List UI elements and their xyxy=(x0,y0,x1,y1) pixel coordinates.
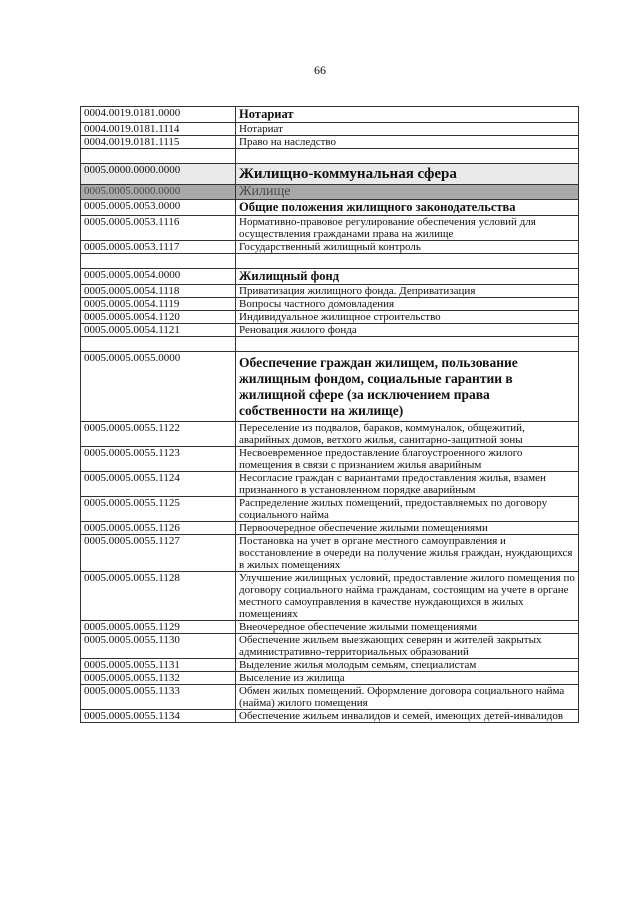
row-code: 0005.0005.0054.1120 xyxy=(81,311,236,324)
table-row xyxy=(81,324,579,337)
row-code: 0005.0005.0055.1130 xyxy=(81,634,236,659)
row-code xyxy=(81,149,236,164)
row-title: Распределение жилых помещений, предоставляемых по договору социального найма xyxy=(236,497,579,522)
table-row xyxy=(81,634,579,659)
table-row xyxy=(81,352,579,422)
row-code: 0005.0005.0055.1124 xyxy=(81,472,236,497)
row-title: Выселение из жилища xyxy=(236,672,579,685)
table-row xyxy=(81,497,579,522)
row-title: Внеочередное обеспечение жилыми помещениями xyxy=(236,621,579,634)
table-row xyxy=(81,672,579,685)
row-code: 0005.0005.0054.1119 xyxy=(81,298,236,311)
row-code: 0005.0005.0055.1132 xyxy=(81,672,236,685)
row-title: Несвоевременное предоставление благоустроенного жилого помещения в связи с признанием жилья аварийным xyxy=(236,447,579,472)
row-title: Обеспечение жильем инвалидов и семей, имеющих детей-инвалидов xyxy=(236,710,579,723)
table-row xyxy=(81,107,579,123)
table-row xyxy=(81,123,579,136)
classifier-table xyxy=(80,106,579,723)
row-code: 0005.0005.0055.1129 xyxy=(81,621,236,634)
row-title: Постановка на учет в органе местного самоуправления и восстановление в очереди на получение жилья граждан, нуждающихся в жилых помещениях xyxy=(236,535,579,572)
table-row xyxy=(81,285,579,298)
row-code: 0004.0019.0181.0000 xyxy=(81,107,236,123)
row-title: Вопросы частного домовладения xyxy=(236,298,579,311)
table-row xyxy=(81,535,579,572)
row-code: 0005.0005.0055.1127 xyxy=(81,535,236,572)
row-title: Обеспечение жильем выезжающих северян и жителей закрытых административно-территориальных образований xyxy=(236,634,579,659)
row-title: Переселение из подвалов, бараков, коммуналок, общежитий, аварийных домов, ветхого жилья, санитарно-защитной зоны xyxy=(236,422,579,447)
row-title: Нотариат xyxy=(236,107,579,123)
row-title: Право на наследство xyxy=(236,136,579,149)
row-code: 0005.0005.0055.1126 xyxy=(81,522,236,535)
row-title: Приватизация жилищного фонда. Деприватизация xyxy=(236,285,579,298)
row-code: 0005.0005.0053.1116 xyxy=(81,216,236,241)
row-title: Первоочередное обеспечение жилыми помещениями xyxy=(236,522,579,535)
row-code: 0004.0019.0181.1115 xyxy=(81,136,236,149)
table-row xyxy=(81,269,579,285)
table-row xyxy=(81,422,579,447)
table-row xyxy=(81,685,579,710)
row-code: 0005.0000.0000.0000 xyxy=(81,164,236,185)
row-title: Улучшение жилищных условий, предоставление жилого помещения по договору социального найма гражданам, состоящим на учете в органе местного самоуправления в качестве нуждающихся в жилых помещениях xyxy=(236,572,579,621)
table-row xyxy=(81,472,579,497)
row-code: 0005.0005.0053.1117 xyxy=(81,241,236,254)
row-title: Обмен жилых помещений. Оформление договора социального найма (найма) жилого помещения xyxy=(236,685,579,710)
row-code: 0005.0005.0055.1134 xyxy=(81,710,236,723)
row-code: 0005.0005.0055.0000 xyxy=(81,352,236,422)
table-row xyxy=(81,311,579,324)
table-row xyxy=(81,241,579,254)
row-code: 0005.0005.0055.1125 xyxy=(81,497,236,522)
page-number: 66 xyxy=(314,63,326,77)
table-row xyxy=(81,522,579,535)
row-code: 0005.0005.0054.1118 xyxy=(81,285,236,298)
row-title: Выделение жилья молодым семьям, специалистам xyxy=(236,659,579,672)
row-title xyxy=(236,254,579,269)
row-code: 0005.0005.0055.1128 xyxy=(81,572,236,621)
table-row xyxy=(81,710,579,723)
row-code: 0005.0005.0000.0000 xyxy=(81,185,236,200)
row-code: 0005.0005.0055.1123 xyxy=(81,447,236,472)
row-title: Несогласие граждан с вариантами предоставления жилья, взамен признанного в установленном порядке аварийным xyxy=(236,472,579,497)
row-title xyxy=(236,337,579,352)
row-title: Государственный жилищный контроль xyxy=(236,241,579,254)
row-code: 0005.0005.0055.1131 xyxy=(81,659,236,672)
row-code: 0005.0005.0055.1133 xyxy=(81,685,236,710)
row-code: 0005.0005.0053.0000 xyxy=(81,200,236,216)
spacer-row xyxy=(81,149,579,164)
row-code: 0005.0005.0054.0000 xyxy=(81,269,236,285)
table-row xyxy=(81,447,579,472)
row-title: Жилищный фонд xyxy=(236,269,579,285)
table-row xyxy=(81,621,579,634)
table-row xyxy=(81,572,579,621)
row-title: Нормативно-правовое регулирование обеспечения условий для осуществления гражданами права на жилище xyxy=(236,216,579,241)
row-code xyxy=(81,337,236,352)
table-row xyxy=(81,136,579,149)
spacer-row xyxy=(81,254,579,269)
table-row xyxy=(81,298,579,311)
spacer-row xyxy=(81,337,579,352)
row-title xyxy=(236,149,579,164)
row-title: Жилище xyxy=(236,185,579,200)
row-code: 0005.0005.0055.1122 xyxy=(81,422,236,447)
row-title: Индивидуальное жилищное строительство xyxy=(236,311,579,324)
row-code: 0004.0019.0181.1114 xyxy=(81,123,236,136)
row-title: Реновация жилого фонда xyxy=(236,324,579,337)
row-title: Нотариат xyxy=(236,123,579,136)
table-row xyxy=(81,200,579,216)
row-code xyxy=(81,254,236,269)
classifier-table-body xyxy=(81,107,579,723)
table-row xyxy=(81,185,579,200)
table-row xyxy=(81,164,579,185)
row-title: Обеспечение граждан жилищем, пользование жилищным фондом, социальные гарантии в жилищной сфере (за исключением права собственности на жилище) xyxy=(236,352,579,422)
row-title: Жилищно-коммунальная сфера xyxy=(236,164,579,185)
table-row xyxy=(81,659,579,672)
table-row xyxy=(81,216,579,241)
row-title: Общие положения жилищного законодательства xyxy=(236,200,579,216)
row-code: 0005.0005.0054.1121 xyxy=(81,324,236,337)
